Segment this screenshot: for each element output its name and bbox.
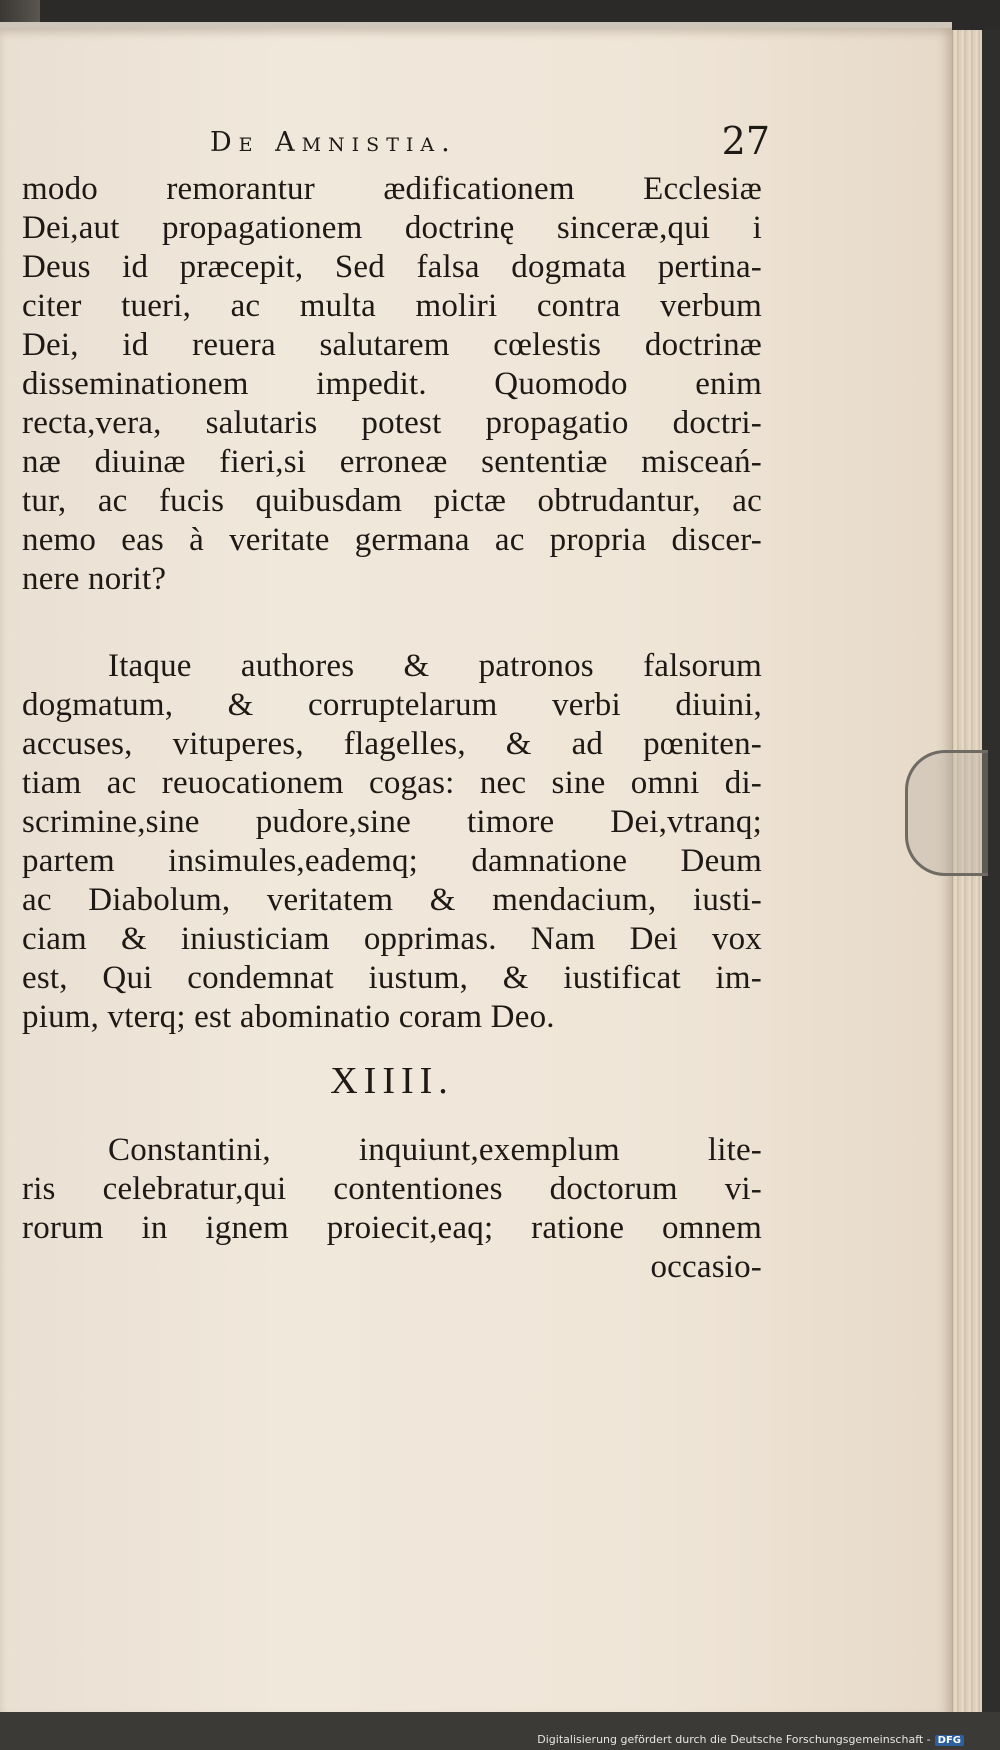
text-line: ris celebratur,qui contentiones doctorum vi- [22, 1171, 762, 1207]
text-line: disseminationem impedit. Quomodo enim [22, 366, 762, 402]
dfg-logo: DFG [935, 1735, 964, 1746]
page-number: 27 [721, 119, 770, 163]
text-line: pium, vterq; est abominatio coram Deo. [22, 999, 555, 1035]
text-line: Constantini, inquiunt,exemplum lite- [108, 1132, 762, 1168]
text-line: ac Diabolum, veritatem & mendacium, iusti- [22, 882, 762, 918]
text-line: tiam ac reuocationem cogas: nec sine omni di- [22, 765, 762, 801]
catchword: occasio- [650, 1249, 762, 1285]
text-line: citer tueri, ac multa moliri contra verbum [22, 288, 762, 324]
text-line: scrimine,sine pudore,sine timore Dei,vtranq; [22, 804, 762, 840]
text-line: Deus id præcepit, Sed falsa dogmata pertina- [22, 249, 762, 285]
paragraph-3 [22, 1131, 762, 1248]
page-header [210, 119, 770, 165]
digitization-credit [537, 1733, 964, 1746]
credit-text: Digitalisierung gefördert durch die Deutsche Forschungsgemeinschaft - [537, 1733, 931, 1746]
bookmark-ribbon [905, 750, 988, 876]
text-line: nemo eas à veritate germana ac propria discer- [22, 522, 762, 558]
text-line: partem insimules,eademq; damnatione Deum [22, 843, 762, 879]
text-line: Dei,aut propagationem doctrinę sinceræ,qui i [22, 210, 762, 246]
text-line: tur, ac fucis quibusdam pictæ obtrudantur, ac [22, 483, 762, 519]
running-title: De Amnistia. [210, 127, 457, 158]
text-line: modo remorantur ædificationem Ecclesiæ [22, 171, 762, 207]
text-line: dogmatum, & corruptelarum verbi diuini, [22, 687, 762, 723]
text-line: ciam & iniusticiam opprimas. Nam Dei vox [22, 921, 762, 957]
text-line: recta,vera, salutaris potest propagatio doctri- [22, 405, 762, 441]
text-line: rorum in ignem proiecit,eaq; ratione omnem [22, 1210, 762, 1246]
scan-background-right [982, 30, 1000, 1750]
text-line: næ diuinæ fieri,si erroneæ sententiæ misceań- [22, 444, 762, 480]
text-line: nere norit? [22, 561, 167, 597]
text-line: Itaque authores & patronos falsorum [108, 648, 762, 684]
text-line: accuses, vituperes, flagelles, & ad pœniten- [22, 726, 762, 762]
section-heading: XIIII. [330, 1060, 454, 1102]
paragraph-spacer [22, 599, 762, 647]
text-line: est, Qui condemnat iustum, & iustificat im- [22, 960, 762, 996]
body-text [22, 170, 762, 1287]
paragraph-1 [22, 170, 762, 599]
text-line: Dei, id reuera salutarem cœlestis doctrinæ [22, 327, 762, 363]
paragraph-2 [22, 647, 762, 1037]
